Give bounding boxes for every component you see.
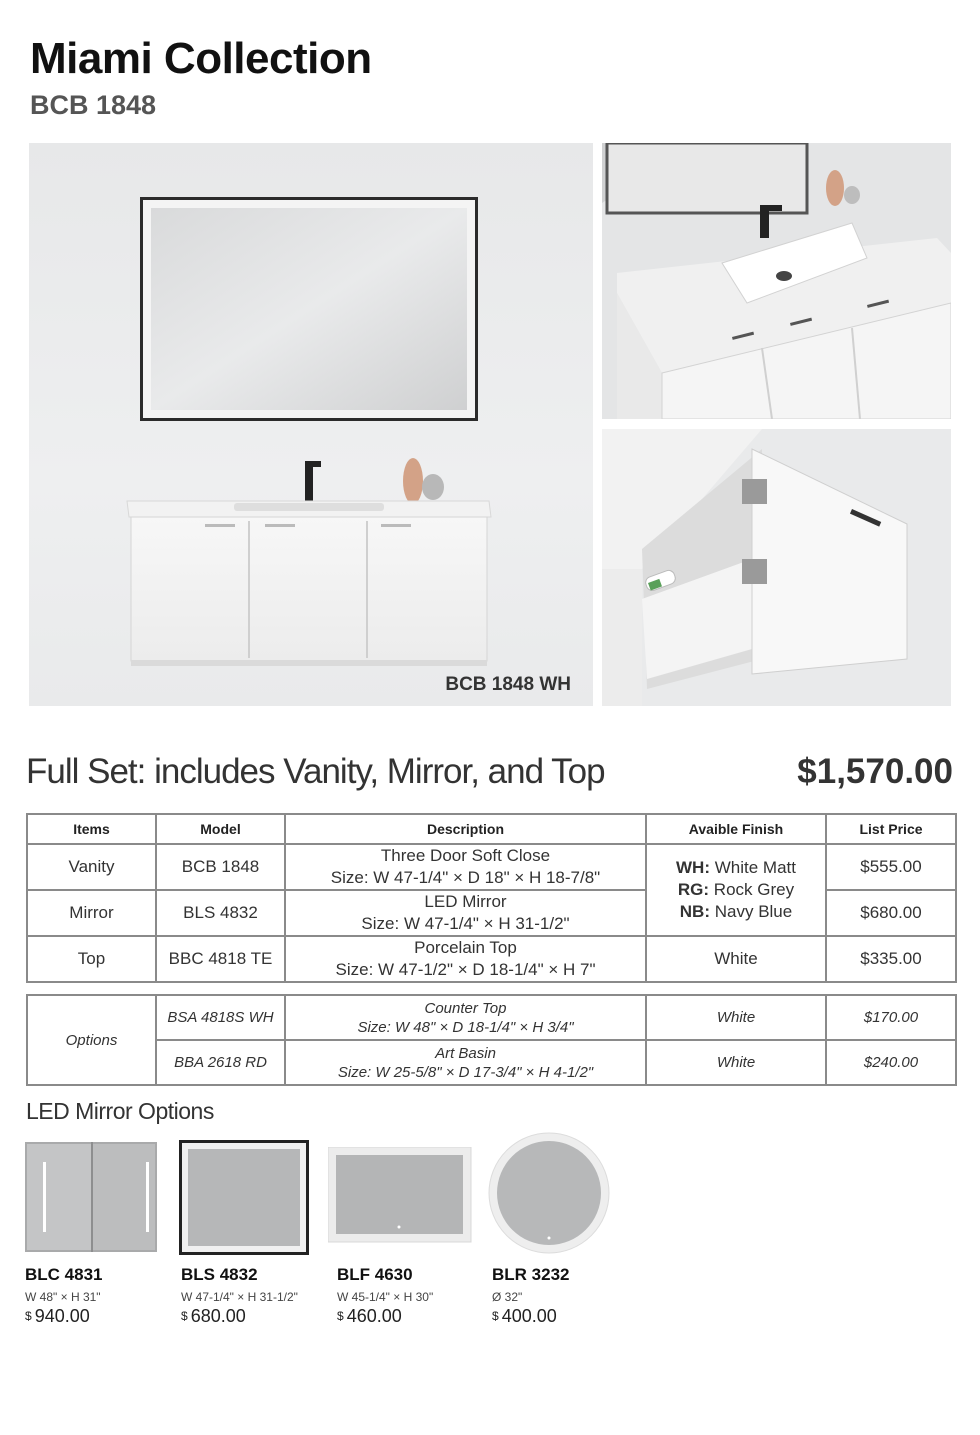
description-title: LED Mirror (424, 892, 507, 911)
header-items: Items (27, 814, 156, 844)
header-description: Description (285, 814, 646, 844)
table-row (27, 1040, 956, 1085)
model-cell: BBC 4818 TE (156, 936, 285, 982)
header-model: Model (156, 814, 285, 844)
model-cell: BLS 4832 (156, 890, 285, 936)
led-mirror-options-title: LED Mirror Options (26, 1098, 214, 1124)
mirror-size: Ø 32" (492, 1290, 523, 1304)
full-set-label: Full Set: includes Vanity, Mirror, and Top (26, 752, 605, 791)
price-cell: $680.00 (826, 890, 956, 936)
item-cell: Top (27, 936, 156, 982)
model-cell: BCB 1848 (156, 844, 285, 890)
page-title: Miami Collection (30, 34, 372, 83)
table-row (27, 995, 956, 1040)
main-product-photo (29, 143, 593, 706)
model-cell: BSA 4818S WH (156, 995, 285, 1040)
finish-cell (646, 844, 826, 936)
mirror-size: W 48" × H 31" (25, 1290, 101, 1304)
description-size: Size: W 25-5/8" × D 17-3/4" × H 4-1/2" (337, 1063, 594, 1081)
finish-cell: White (646, 995, 826, 1040)
finish-cell: White (646, 1040, 826, 1085)
finish-option: NB: Navy Blue (679, 902, 793, 921)
led-mirror-item (25, 1135, 165, 1326)
mirror-black-frame-image (181, 1135, 321, 1255)
description-cell (285, 1040, 646, 1085)
led-mirror-item (492, 1135, 632, 1326)
item-cell: Mirror (27, 890, 156, 936)
description-title: Three Door Soft Close (380, 846, 551, 865)
mirror-size: W 45-1/4" × H 30" (337, 1290, 434, 1304)
finish-cell: White (646, 936, 826, 982)
mirror-frameless-image (337, 1135, 477, 1255)
table-row (27, 936, 956, 982)
mirror-price: $ 400.00 (492, 1306, 557, 1326)
led-mirror-item (181, 1135, 321, 1326)
mirror-price: $ 460.00 (337, 1306, 402, 1326)
table-row (27, 844, 956, 890)
description-title: Counter Top (424, 999, 507, 1017)
description-cell (285, 936, 646, 982)
mirror-price: $ 680.00 (181, 1306, 246, 1326)
open-door-photo (602, 429, 951, 706)
main-photo-caption: BCB 1848 WH (445, 674, 571, 695)
mirror-cabinet-image (25, 1135, 165, 1255)
description-size: Size: W 48" × D 18-1/4" × H 3/4" (357, 1018, 574, 1036)
finish-option: WH: White Matt (676, 858, 796, 877)
led-mirror-item (337, 1135, 477, 1326)
mirror-round-image (492, 1135, 632, 1255)
options-table (26, 994, 957, 1086)
description-title: Porcelain Top (414, 938, 517, 957)
full-set-price: $1,570.00 (797, 752, 953, 791)
description-size: Size: W 47-1/4" × H 31-1/2" (361, 914, 570, 933)
mirror-model: BLC 4831 (25, 1265, 103, 1284)
mirror-price: $ 940.00 (25, 1306, 90, 1326)
item-cell: Vanity (27, 844, 156, 890)
header-finish: Avaible Finish (646, 814, 826, 844)
mirror-model: BLF 4630 (337, 1265, 413, 1284)
table-header-row (27, 814, 956, 844)
description-cell (285, 890, 646, 936)
mirror-model: BLS 4832 (181, 1265, 258, 1284)
price-cell: $335.00 (826, 936, 956, 982)
price-cell: $170.00 (826, 995, 956, 1040)
basin-detail-photo (602, 143, 951, 419)
page-subtitle: BCB 1848 (30, 90, 157, 120)
header-price: List Price (826, 814, 956, 844)
options-label: Options (27, 995, 156, 1085)
mirror-model: BLR 3232 (492, 1265, 570, 1284)
price-cell: $240.00 (826, 1040, 956, 1085)
mirror-size: W 47-1/4" × H 31-1/2" (181, 1290, 298, 1304)
description-size: Size: W 47-1/2" × D 18-1/4" × H 7" (335, 960, 596, 979)
description-title: Art Basin (435, 1044, 496, 1062)
description-cell (285, 844, 646, 890)
spec-table (26, 813, 957, 983)
description-size: Size: W 47-1/4" × D 18" × H 18-7/8" (330, 868, 601, 887)
description-cell (285, 995, 646, 1040)
finish-option: RG: Rock Grey (677, 880, 795, 899)
price-cell: $555.00 (826, 844, 956, 890)
model-cell: BBA 2618 RD (156, 1040, 285, 1085)
